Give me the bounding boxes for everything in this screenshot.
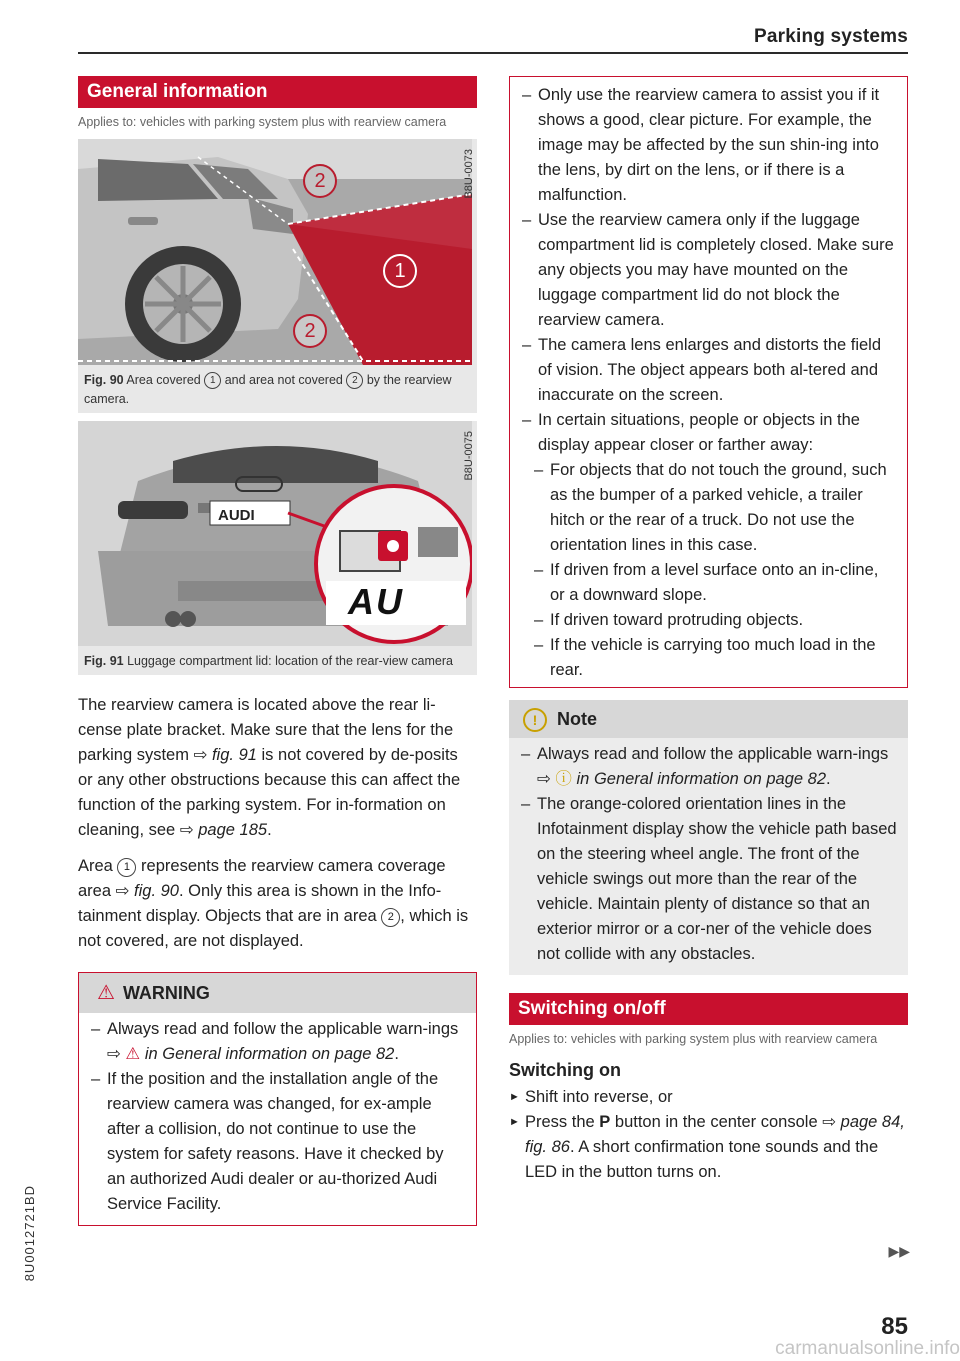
para2-a: Area	[78, 857, 113, 875]
zoom-logo-text: AU	[348, 581, 404, 622]
note-title: Note	[557, 709, 597, 729]
step-2-b: button in the center console	[614, 1113, 818, 1131]
warning-item-2-text: If the position and the installation angle of the rearview camera was changed, for ex-ample after a collision, do not continue to use the system for safety reasons. Have it checked by an authorized Audi dealer or au-thorized Audi Service Facility.	[107, 1070, 444, 1213]
warning-triangle-icon: ⚠	[97, 982, 115, 1004]
figure-90-caption-a: Area covered	[126, 373, 201, 387]
note-header	[509, 700, 908, 738]
para1-a: The rearview camera is located above the rear li-cense plate bracket. Make sure that the lens for the parking system	[78, 696, 454, 764]
box-subitem-2-text: If driven from a level surface onto an in-cline, or a downward slope.	[550, 561, 879, 604]
marker-1: 1	[383, 254, 417, 288]
warning-continued-box	[509, 76, 908, 688]
box-subitem-4-text: If the vehicle is carrying too much load in the rear.	[550, 636, 876, 679]
warning-title: WARNING	[122, 983, 210, 1003]
marker-2-top: 2	[303, 164, 337, 198]
figure-90-code: B8U-0073	[463, 149, 475, 199]
box-item-3: – The camera lens enlarges and distorts the field of vision. The object appears both al-tered and inaccurate on the screen.	[522, 336, 882, 404]
box-subitem-2: – If driven from a level surface onto an in-cline, or a downward slope.	[534, 561, 879, 604]
figure-91-caption	[78, 646, 477, 675]
step-1-text: Shift into reverse, or	[525, 1088, 673, 1106]
note-item-1: – Always read and follow the applicable warn-ings ⇨ ⓘ in General information on page 82.	[521, 745, 889, 788]
figure-90-label: Fig. 90	[84, 373, 124, 387]
page-number: 85	[881, 1313, 908, 1340]
left-column	[78, 76, 477, 1226]
section-title-switching: Switching on/off	[509, 993, 908, 1025]
note-info-icon: !	[523, 708, 547, 732]
circle-1-ref-body: 1	[117, 858, 136, 877]
figure-91-caption-text: Luggage compartment lid: location of the rear-view camera	[127, 654, 453, 668]
car-side-illustration	[78, 139, 472, 365]
car-rear-illustration	[78, 421, 472, 646]
switching-steps	[509, 1085, 908, 1185]
figure-90	[78, 139, 477, 413]
figure-91-label: Fig. 91	[84, 654, 124, 668]
box-subitem-3-text: If driven toward protruding objects.	[550, 611, 804, 629]
box-item-1: – Only use the rearview camera to assist you if it shows a good, clear picture. For example, the image may be affected by the sun shin-ing into the lens, by dirt on the lens, or if there is a malfunction.	[522, 86, 880, 204]
figure-90-caption	[78, 365, 477, 413]
note-item-2-text: The orange-colored orientation lines in the Infotainment display show the vehicle path based on the steering wheel angle. The front of the vehicle swings out more than the rear of the vehicle. Maintain plenty of distance so that an exterior mirror or a cor-ner of the vehicle does not collide with any obstacles.	[537, 795, 897, 963]
note-item-1-b: .	[826, 770, 831, 788]
note-list	[509, 738, 908, 975]
note-box	[509, 700, 908, 975]
document-code: 8U0012721BD	[22, 1185, 37, 1282]
continue-arrow-icon: ▶▶	[888, 1243, 910, 1259]
figure-91-image	[78, 421, 472, 646]
circle-1-ref: 1	[204, 372, 221, 389]
para2-c: . Only this area is shown in the Info-tainment display. Objects that are in area	[78, 882, 442, 925]
switching-applies-to: Applies to: vehicles with parking system plus with rearview camera	[509, 1032, 878, 1046]
warning-header	[79, 973, 476, 1013]
para2-d: , which is not covered, are not displayed.	[78, 907, 469, 950]
box-subitem-1-text: For objects that do not touch the ground, such as the bumper of a parked vehicle, a trailer hitch or the rear of a truck. Do not use the orientation lines in this case.	[550, 461, 887, 554]
note-item-1-link[interactable]: in General information on page 82	[576, 770, 827, 788]
box-item-2: – Use the rearview camera only if the luggage compartment lid is completely closed. Make sure any objects you may have mounted on the luggage compartment lid do not block the rearview camera.	[522, 211, 894, 329]
box-item-2-text: Use the rearview camera only if the luggage compartment lid is completely closed. Make sure any objects you may have mounted on the luggage compartment lid do not block the rearview camera.	[538, 211, 894, 329]
figure-91-code: B8U-0075	[463, 431, 475, 481]
circle-2-ref: 2	[346, 372, 363, 389]
section-title-general-info: General information	[78, 76, 477, 108]
applies-to-note: Applies to: vehicles with parking system plus with rearview camera	[78, 115, 447, 129]
para1-page-link[interactable]: ⇨ page 185	[179, 821, 268, 839]
warning-item-1: – Always read and follow the applicable warn-ings ⇨ ⚠ in General information on page 82.	[91, 1020, 459, 1063]
warning-item-1-a: Always read and follow the applicable warn-ings ⇨	[107, 1020, 459, 1063]
warning-item-2: – If the position and the installation angle of the rearview camera was changed, for ex-ample after a collision, do not continue to use the system for safety reasons. Have it checked by an authorized Audi dealer or au-thorized Audi Service Facility.	[91, 1070, 444, 1213]
footer-watermark: carmanualsonline.info	[775, 1338, 960, 1359]
para1-c: .	[267, 821, 272, 839]
box-item-4: – In certain situations, people or objects in the display appear closer or farther away:	[522, 411, 860, 454]
step-2: ► Press the P button in the center console ⇨ page 84, fig. 86. A short confirmation tone sounds and the LED in the button turns on.	[509, 1113, 905, 1181]
warning-box	[78, 972, 477, 1226]
box-subitem-4: – If the vehicle is carrying too much load in the rear.	[534, 636, 876, 679]
warning-ref-icon: ⚠	[125, 1045, 141, 1063]
body-paragraph-2	[78, 854, 477, 954]
para2-fig-link[interactable]: ⇨ fig. 90	[115, 882, 179, 900]
circle-2-ref-body: 2	[381, 908, 400, 927]
step-1: ► Shift into reverse, or	[509, 1088, 673, 1106]
header-rule	[78, 52, 908, 54]
page-header-title: Parking systems	[753, 26, 908, 47]
marker-2-bottom: 2	[293, 314, 327, 348]
figure-90-image	[78, 139, 472, 365]
right-column	[509, 76, 908, 1185]
box-item-1-text: Only use the rearview camera to assist you if it shows a good, clear picture. For example, the image may be affected by the sun shin-ing into the lens, by dirt on the lens, or if there is a malfunction.	[538, 86, 880, 204]
para1-b: is not covered by de-posits or any other obstructions because this can affect the function of the parking system. For in-formation on cleaning, see	[78, 746, 461, 839]
parking-button-icon: P	[599, 1113, 611, 1131]
para2-b: represents the rearview camera coverage area	[78, 857, 446, 900]
step-2-a: Press the	[525, 1113, 595, 1131]
box-subitem-3: – If driven toward protruding objects.	[534, 611, 804, 629]
warning-list	[79, 1013, 476, 1225]
warning-item-1-b: .	[394, 1045, 399, 1063]
warning-item-1-link[interactable]: in General information on page 82	[144, 1045, 395, 1063]
note-item-1-a: Always read and follow the applicable warn-ings ⇨	[537, 745, 889, 788]
license-plate-text: AUDI	[218, 507, 255, 524]
note-item-2: – The orange-colored orientation lines in the Infotainment display show the vehicle path based on the steering wheel angle. The front of the vehicle swings out more than the rear of the vehicle. Maintain plenty of distance so that an exterior mirror or a cor-ner of the vehicle does not collide with any obstacles.	[521, 795, 897, 963]
body-paragraph-1	[78, 693, 477, 843]
step-2-link[interactable]: ⇨ page 84, fig. 86	[525, 1113, 905, 1156]
box-subitem-1: – For objects that do not touch the ground, such as the bumper of a parked vehicle, a trailer hitch or the rear of a truck. Do not use the orientation lines in this case.	[534, 461, 887, 554]
para1-fig-link[interactable]: ⇨ fig. 91	[193, 746, 257, 764]
step-2-c: . A short confirmation tone sounds and the LED in the button turns on.	[525, 1138, 879, 1181]
switching-on-heading: Switching on	[509, 1060, 621, 1080]
note-ref-icon: ⓘ	[555, 770, 572, 788]
figure-91	[78, 421, 477, 675]
box-item-3-text: The camera lens enlarges and distorts the field of vision. The object appears both al-tered and inaccurate on the screen.	[538, 336, 882, 404]
box-item-4-text: In certain situations, people or objects in the display appear closer or farther away:	[538, 411, 860, 454]
figure-90-caption-c: by the rearview camera.	[84, 373, 452, 406]
figure-90-caption-b: and area not covered	[224, 373, 343, 387]
